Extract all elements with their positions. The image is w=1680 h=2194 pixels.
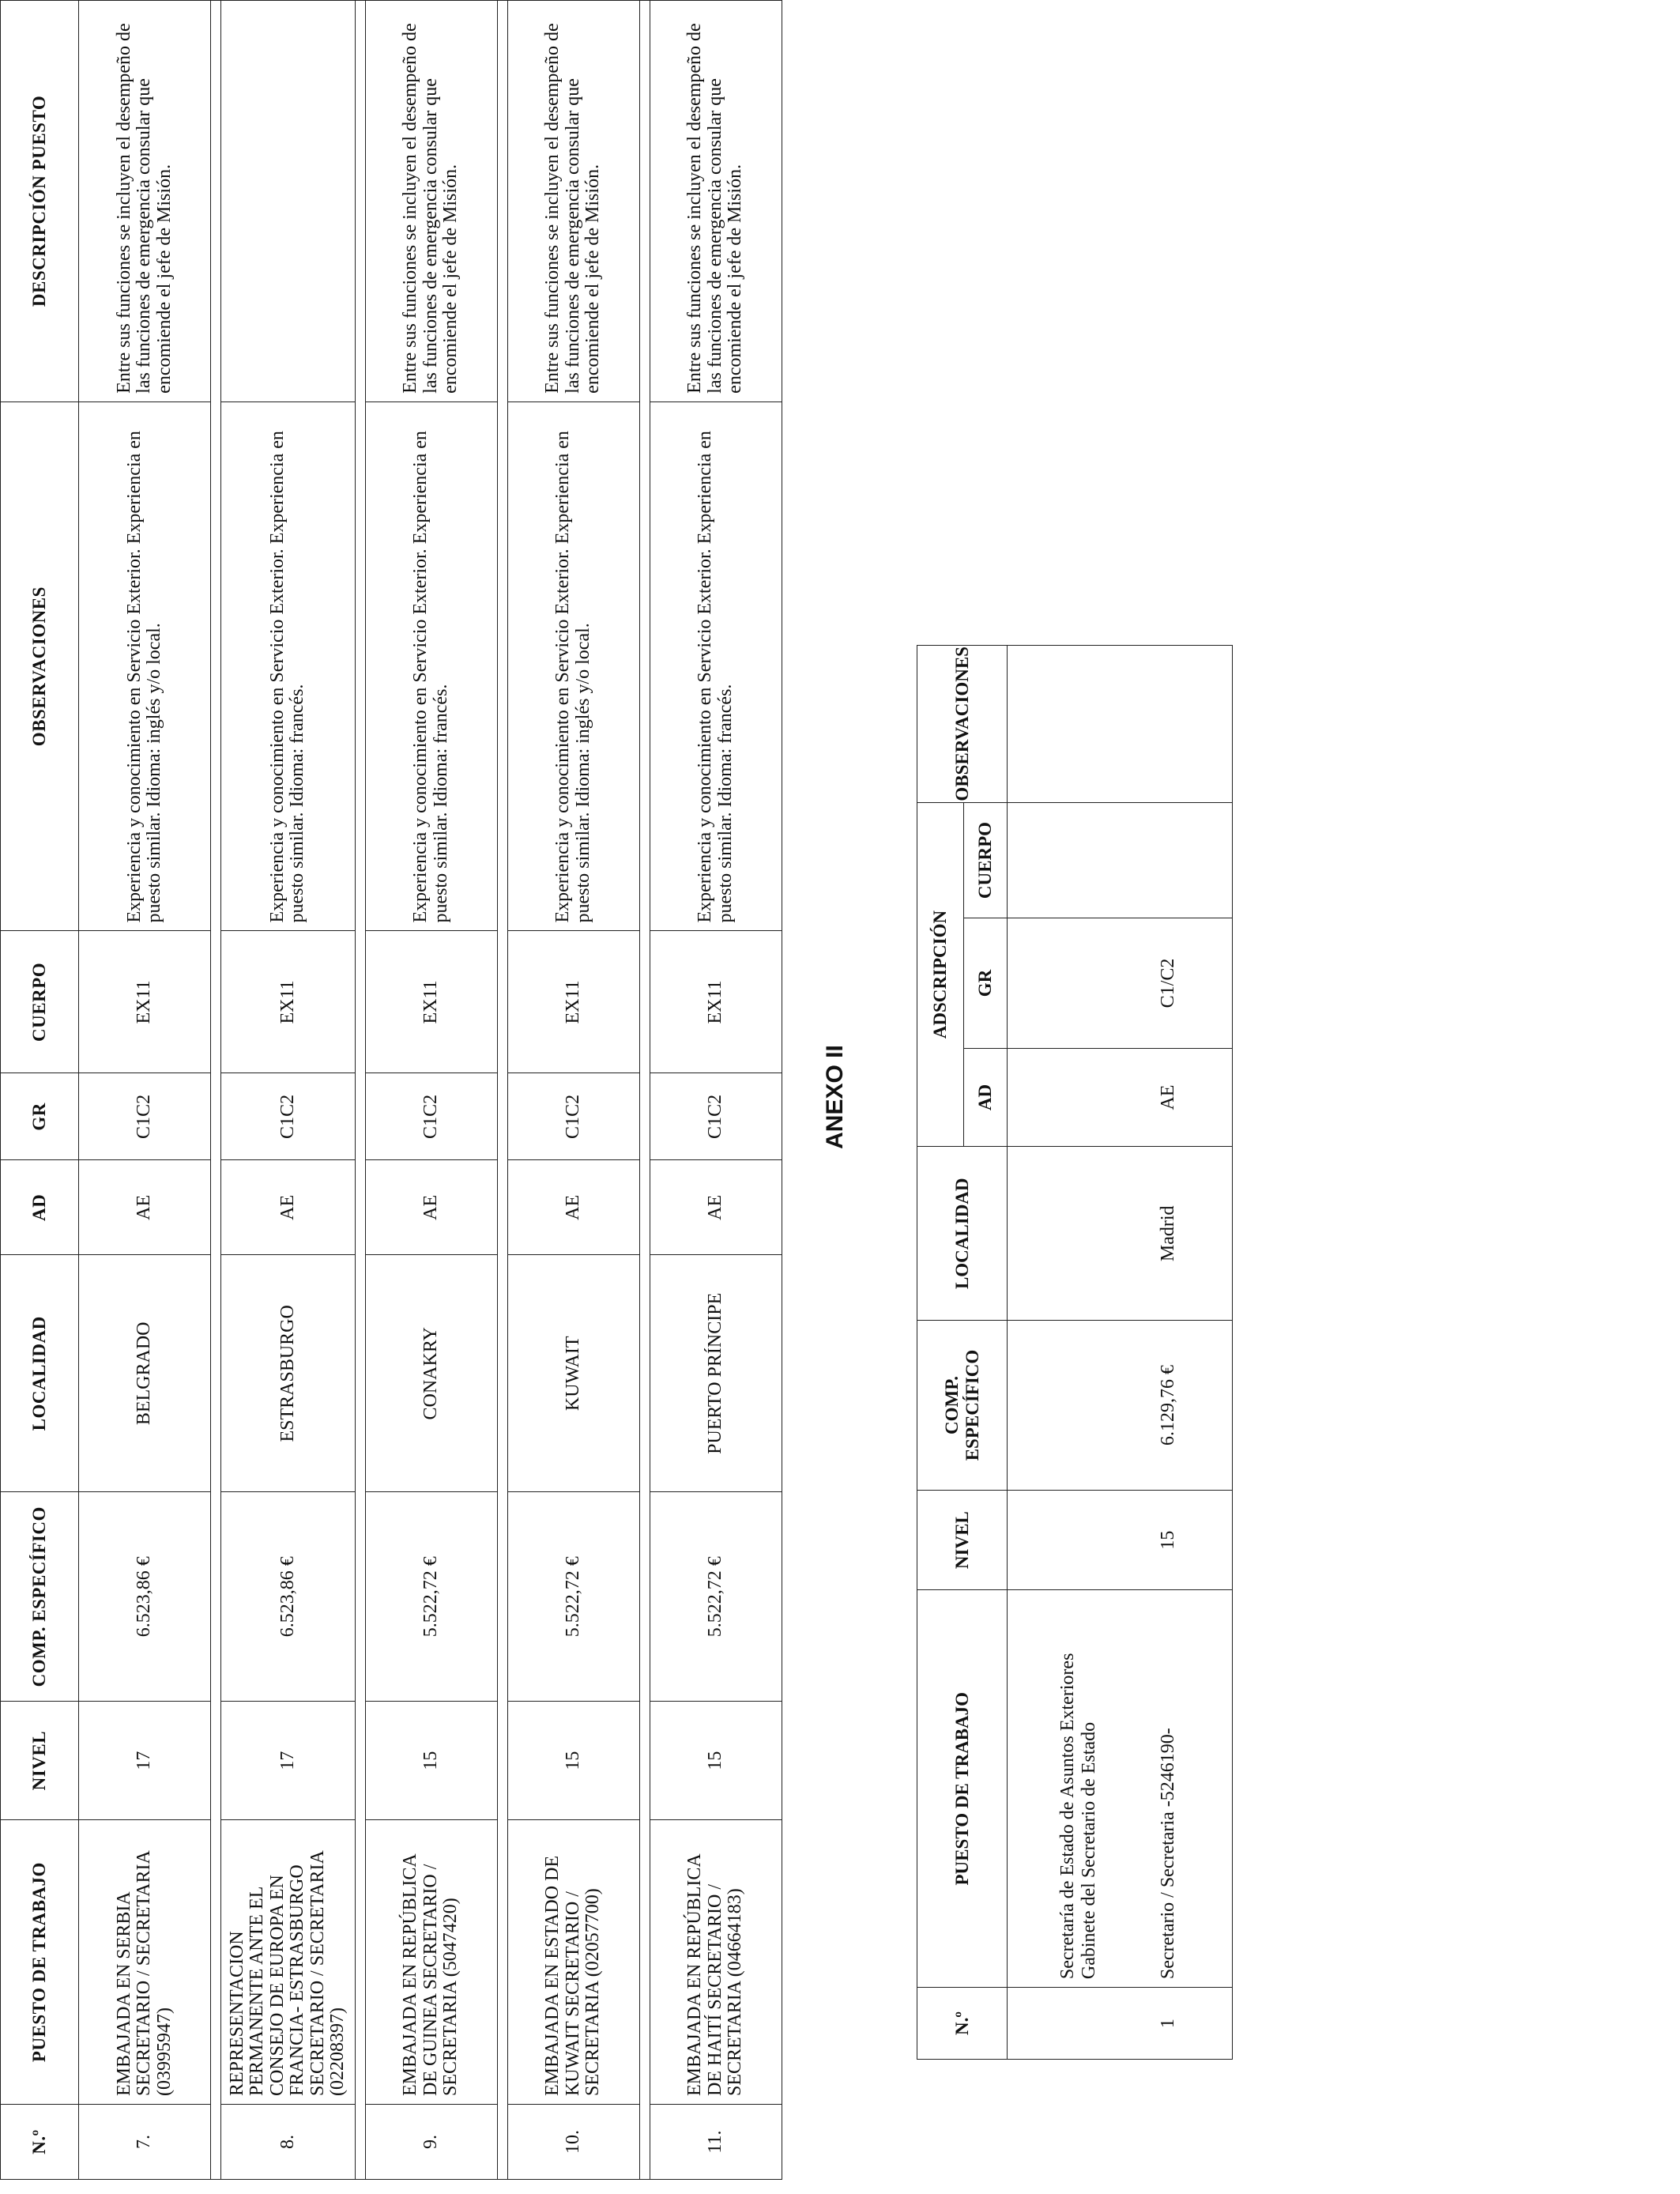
cell-nivel: 15 bbox=[507, 1702, 639, 1820]
annex-section-line1: Secretaría de Estado de Asuntos Exteriores bbox=[1057, 1653, 1079, 1980]
table-row bbox=[507, 1, 639, 2180]
cell-ad: AE bbox=[507, 1160, 639, 1255]
cell-observaciones: Experiencia y conocimiento en Servicio Exterior. Experiencia en puesto similar. Idioma: francés. bbox=[650, 401, 782, 931]
annex-cell-comp: 6.129,76 € bbox=[1104, 1321, 1233, 1491]
cell-localidad: CONAKRY bbox=[365, 1255, 497, 1492]
cell-cuerpo: EX11 bbox=[79, 931, 211, 1073]
cell-puesto: EMBAJADA EN REPÚBLICA DE GUINEA SECRETARIO / SECRETARIA (5047420) bbox=[365, 1820, 497, 2105]
row-separator bbox=[639, 1, 650, 2180]
annex-header-localidad: LOCALIDAD bbox=[917, 1147, 1008, 1321]
header-puesto: PUESTO DE TRABAJO bbox=[1, 1820, 79, 2105]
cell-observaciones: Experiencia y conocimiento en Servicio Exterior. Experiencia en puesto similar. Idioma: inglés y/o local. bbox=[507, 401, 639, 931]
cell-num: 7. bbox=[79, 2105, 211, 2180]
annex-header-adscripcion: ADSCRIPCIÓN bbox=[917, 802, 964, 1147]
cell-localidad: BELGRADO bbox=[79, 1255, 211, 1492]
cell-observaciones: Experiencia y conocimiento en Servicio Exterior. Experiencia en puesto similar. Idioma: inglés y/o local. bbox=[79, 401, 211, 931]
cell-gr: C1C2 bbox=[650, 1073, 782, 1160]
header-num: N.º bbox=[1, 2105, 79, 2180]
cell-num: 11. bbox=[650, 2105, 782, 2180]
cell-nivel: 15 bbox=[650, 1702, 782, 1820]
header-nivel: NIVEL bbox=[1, 1702, 79, 1820]
annex-header-row bbox=[917, 646, 964, 2060]
cell-localidad: KUWAIT bbox=[507, 1255, 639, 1492]
cell-observaciones: Experiencia y conocimiento en Servicio Exterior. Experiencia en puesto similar. Idioma: francés. bbox=[221, 401, 356, 931]
table-row bbox=[221, 1, 356, 2180]
cell-comp: 6.523,86 € bbox=[221, 1492, 356, 1702]
cell-localidad: PUERTO PRÍNCIPE bbox=[650, 1255, 782, 1492]
header-comp: COMP. ESPECÍFICO bbox=[1, 1492, 79, 1702]
table-row bbox=[365, 1, 497, 2180]
header-descripcion: DESCRIPCIÓN PUESTO bbox=[1, 1, 79, 402]
annex-cell-cuerpo bbox=[1104, 802, 1233, 918]
cell-comp: 5.522,72 € bbox=[650, 1492, 782, 1702]
annex-header-ad: AD bbox=[964, 1048, 1008, 1147]
annex-section-label bbox=[1008, 1590, 1105, 1988]
cell-localidad: ESTRASBURGO bbox=[221, 1255, 356, 1492]
row-separator bbox=[497, 1, 507, 2180]
cell-descripcion: Entre sus funciones se incluyen el desempeño de las funciones de emergencia consular que encomiende el jefe de Misión. bbox=[365, 1, 497, 402]
cell-comp: 5.522,72 € bbox=[365, 1492, 497, 1702]
annex-cell-ad: AE bbox=[1104, 1048, 1233, 1147]
cell-comp: 6.523,86 € bbox=[79, 1492, 211, 1702]
cell-cuerpo: EX11 bbox=[507, 931, 639, 1073]
annex-cell-gr: C1/C2 bbox=[1104, 918, 1233, 1048]
cell-ad: AE bbox=[365, 1160, 497, 1255]
cell-descripcion: Entre sus funciones se incluyen el desempeño de las funciones de emergencia consular que encomiende el jefe de Misión. bbox=[79, 1, 211, 402]
table-row bbox=[79, 1, 211, 2180]
annex-header-puesto: PUESTO DE TRABAJO bbox=[917, 1590, 1008, 1988]
cell-observaciones: Experiencia y conocimiento en Servicio Exterior. Experiencia en puesto similar. Idioma: francés. bbox=[365, 401, 497, 931]
row-separator bbox=[211, 1, 221, 2180]
cell-ad: AE bbox=[221, 1160, 356, 1255]
header-localidad: LOCALIDAD bbox=[1, 1255, 79, 1492]
annex-title: ANEXO II bbox=[822, 1045, 848, 1149]
annex-header-observaciones: OBSERVACIONES bbox=[917, 646, 1008, 803]
annex-table bbox=[917, 645, 1233, 2060]
annex-cell-nivel: 15 bbox=[1104, 1490, 1233, 1589]
annex-header-comp: COMP. ESPECÍFICO bbox=[917, 1321, 1008, 1491]
annex-header-gr: GR bbox=[964, 918, 1008, 1048]
table-row bbox=[1104, 646, 1233, 2060]
cell-gr: C1C2 bbox=[365, 1073, 497, 1160]
cell-gr: C1C2 bbox=[221, 1073, 356, 1160]
cell-cuerpo: EX11 bbox=[365, 931, 497, 1073]
annex-header-num: N.º bbox=[917, 1988, 1008, 2060]
annex-cell-puesto: Secretario / Secretaria -5246190- bbox=[1104, 1590, 1233, 1988]
cell-ad: AE bbox=[650, 1160, 782, 1255]
row-separator bbox=[355, 1, 365, 2180]
annex-header-cuerpo: CUERPO bbox=[964, 802, 1008, 918]
annex-cell-num: 1 bbox=[1104, 1988, 1233, 2060]
cell-num: 8. bbox=[221, 2105, 356, 2180]
cell-ad: AE bbox=[79, 1160, 211, 1255]
header-observaciones: OBSERVACIONES bbox=[1, 401, 79, 931]
header-cuerpo: CUERPO bbox=[1, 931, 79, 1073]
annex-section-line2: Gabinete del Secretario de Estado bbox=[1078, 1721, 1099, 1980]
annex-cell-observaciones bbox=[1104, 646, 1233, 803]
cell-puesto: EMBAJADA EN REPÚBLICA DE HAITÍ SECRETARIO / SECRETARIA (04664183) bbox=[650, 1820, 782, 2105]
cell-descripcion: Entre sus funciones se incluyen el desempeño de las funciones de emergencia consular que encomiende el jefe de Misión. bbox=[650, 1, 782, 402]
cell-nivel: 15 bbox=[365, 1702, 497, 1820]
cell-gr: C1C2 bbox=[79, 1073, 211, 1160]
annex-cell-localidad: Madrid bbox=[1104, 1147, 1233, 1321]
cell-puesto: EMBAJADA EN SERBIA SECRETARIO / SECRETARIA (03995947) bbox=[79, 1820, 211, 2105]
annex-header-nivel: NIVEL bbox=[917, 1490, 1008, 1589]
cell-descripcion bbox=[221, 1, 356, 402]
cell-descripcion: Entre sus funciones se incluyen el desempeño de las funciones de emergencia consular que encomiende el jefe de Misión. bbox=[507, 1, 639, 402]
cell-gr: C1C2 bbox=[507, 1073, 639, 1160]
cell-nivel: 17 bbox=[221, 1702, 356, 1820]
cell-comp: 5.522,72 € bbox=[507, 1492, 639, 1702]
header-ad: AD bbox=[1, 1160, 79, 1255]
cell-num: 9. bbox=[365, 2105, 497, 2180]
vacancies-table bbox=[0, 0, 782, 2180]
annex-section-row bbox=[1008, 646, 1105, 2060]
table-header-row bbox=[1, 1, 79, 2180]
cell-cuerpo: EX11 bbox=[650, 931, 782, 1073]
table-row bbox=[650, 1, 782, 2180]
cell-puesto: EMBAJADA EN ESTADO DE KUWAIT SECRETARIO / SECRETARIA (02057700) bbox=[507, 1820, 639, 2105]
cell-num: 10. bbox=[507, 2105, 639, 2180]
header-gr: GR bbox=[1, 1073, 79, 1160]
cell-cuerpo: EX11 bbox=[221, 931, 356, 1073]
cell-nivel: 17 bbox=[79, 1702, 211, 1820]
cell-puesto: REPRESENTACION PERMANENTE ANTE EL CONSEJO DE EUROPA EN FRANCIA- ESTRASBURGO SECRETARIO / SECRETARIA (02208397) bbox=[221, 1820, 356, 2105]
